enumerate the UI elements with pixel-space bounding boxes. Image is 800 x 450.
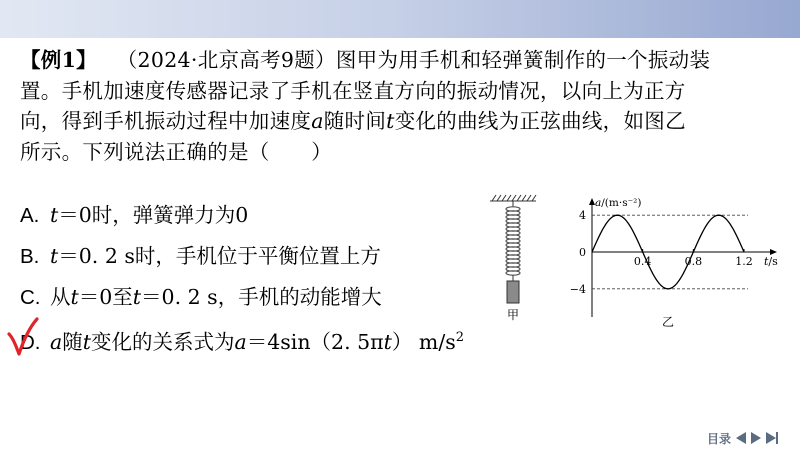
previous-icon[interactable] (736, 432, 746, 444)
question-line-4: 所示。下列说法正确的是（ ） (20, 139, 332, 164)
option-text: a (50, 329, 63, 354)
acceleration-chart (568, 192, 790, 352)
y-tick-label: 4 (579, 209, 586, 223)
spring-phone-figure (486, 193, 540, 323)
option-a[interactable] (20, 195, 464, 236)
question-line-1 (20, 45, 790, 76)
toc-link[interactable]: 目录 (707, 431, 732, 446)
option-text: ＝0至 (78, 285, 133, 309)
figure-caption-yi: 乙 (661, 315, 675, 329)
option-text: 从 (50, 285, 71, 309)
option-text: a (234, 329, 247, 354)
next-icon[interactable] (751, 432, 761, 444)
spring-coils (506, 207, 520, 275)
phone-block (507, 281, 519, 303)
option-text: t (82, 329, 91, 354)
x-tick-label: 1.2 (735, 255, 753, 268)
option-d[interactable] (20, 318, 464, 363)
option-text: t (132, 285, 142, 309)
x-axis-label: t/s (764, 255, 778, 268)
question-line-3 (20, 106, 790, 137)
question-stem (20, 45, 790, 167)
answer-options (20, 195, 464, 363)
ceiling-hatch (490, 195, 536, 201)
nav-bar (707, 430, 778, 446)
option-letter: C. (20, 286, 41, 309)
option-text: t (50, 244, 59, 268)
option-text: t (70, 285, 79, 309)
option-text: 随 (62, 329, 83, 354)
option-letter: A. (20, 204, 40, 227)
option-text: t (383, 329, 392, 354)
option-text: ＝0时，弹簧弹力为0 (58, 203, 249, 227)
x-tick-label: 0.8 (684, 255, 703, 268)
correct-check-icon (7, 316, 39, 358)
example-label: 【例1】 (20, 48, 97, 72)
question-line-2: 置。手机加速度传感器记录了手机在竖直方向的振动情况，以向上为正方 (20, 78, 686, 103)
y-tick-label: −4 (569, 282, 586, 296)
origin-label: 0 (579, 246, 586, 259)
option-text: ＝0. 2 s，手机的动能增大 (141, 285, 382, 309)
question-text: 向，得到手机振动过程中加速度 (20, 109, 312, 133)
option-text: ＝0. 2 s时，手机位于平衡位置上方 (58, 244, 381, 268)
option-letter: D. (20, 330, 41, 354)
last-page-icon[interactable] (766, 432, 778, 444)
option-text: ） m/s (391, 329, 456, 354)
x-tick-label: 0.4 (633, 255, 652, 268)
option-text: 2 (455, 330, 465, 345)
option-text: ＝4sin（2. 5π (246, 329, 384, 354)
option-b[interactable] (20, 236, 464, 277)
y-axis-label: a/(m·s⁻²) (595, 197, 642, 209)
question-text: （2024·北京高考9题）图甲为用手机和轻弹簧制作的一个振动装 (126, 48, 711, 72)
figure-caption-jia: 甲 (506, 308, 520, 322)
option-text: 变化的关系式为 (90, 329, 235, 354)
question-text: 随时间 (323, 109, 387, 133)
option-text: t (50, 203, 59, 227)
option-letter: B. (20, 245, 40, 268)
question-text: 变化的曲线为正弦曲线，如图乙 (394, 109, 686, 133)
header-bar (0, 0, 800, 38)
option-c[interactable] (20, 277, 464, 318)
variable-t: t (386, 109, 395, 133)
variable-a: a (311, 109, 324, 133)
